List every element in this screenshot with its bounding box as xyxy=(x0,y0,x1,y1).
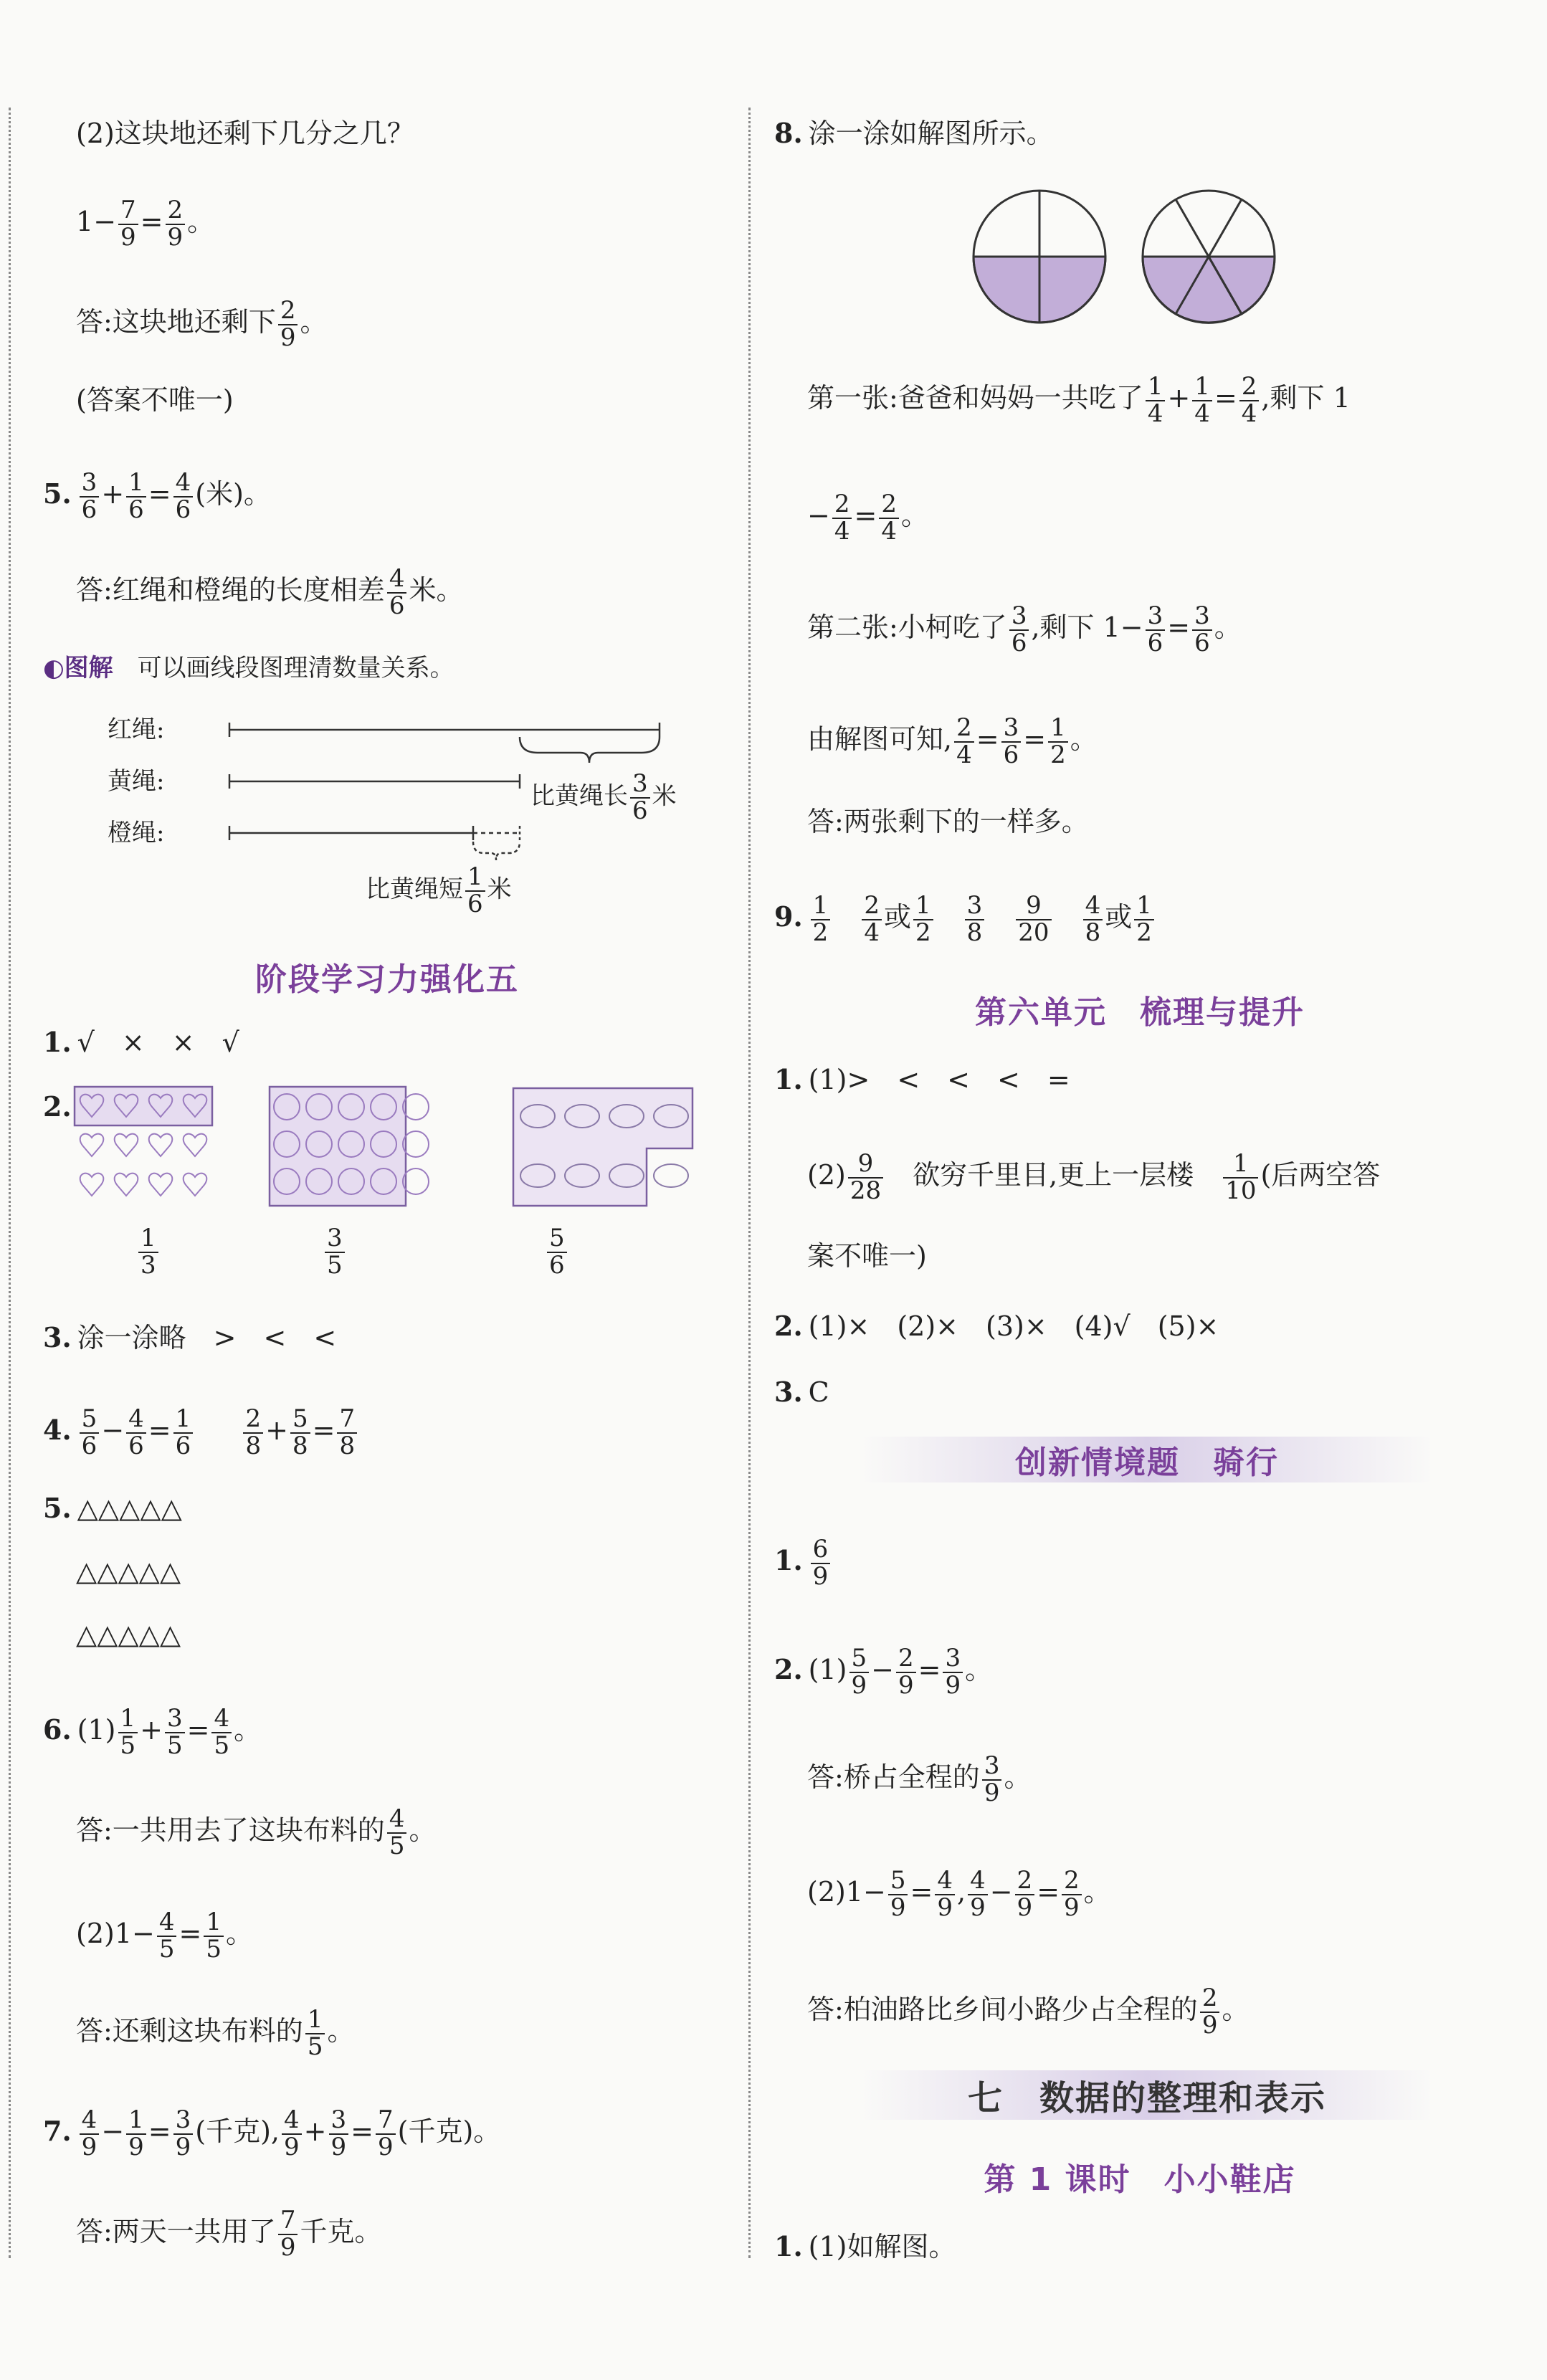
q4-note: (答案不唯一) xyxy=(76,384,234,416)
s5-row-3: △△△△△ xyxy=(76,1619,181,1650)
u2-answer: 2. (1)× (2)× (3)× (4)√ (5)× xyxy=(774,1310,1219,1342)
q8-line-3: 第二张:小柯吃了 $\frac{3}{6}$ ,剩下 1− $\frac{3}{6}$ = $\frac{3}{6}$ 。 xyxy=(807,601,1242,657)
q8-line-1: 第一张:爸爸和妈妈一共吃了 $\frac{1}{4}$ + $\frac{1}{4}$ = $\frac{2}{4}$ ,剩下 1 xyxy=(807,372,1351,428)
u3-answer: 3. C xyxy=(774,1376,829,1408)
q8-circles-figure xyxy=(968,179,1298,330)
u1-2-continuation: 案不唯一) xyxy=(807,1240,927,1272)
c2-2-answer: 答:柏油路比乡间小路少占全程的 $\frac{2}{9}$ 。 xyxy=(807,1984,1250,2039)
q4-2-equation: 1− $\frac{7}{9}$ = $\frac{2}{9}$ 。 xyxy=(76,196,215,252)
s2-fraction-peaches: $\frac{3}{5}$ xyxy=(323,1226,347,1278)
s5-row-2: △△△△△ xyxy=(76,1556,181,1587)
q4-2-prompt: (2)这块地还剩下几分之几？ xyxy=(76,118,414,149)
left-column xyxy=(43,0,731,2380)
shorter-label: 比黄绳短 $\frac{1}{6}$ 米 xyxy=(366,862,512,918)
yellow-rope-label: 黄绳: xyxy=(108,767,165,796)
s2-pictures xyxy=(72,1084,717,1213)
u1-2-answer: (2) $\frac{9}{28}$ 欲穷千里目,更上一层楼 $\frac{1}{10}$ (后两空答 xyxy=(807,1149,1381,1205)
chapter-title-data: 七 数据的整理和表示 xyxy=(860,2070,1434,2120)
red-rope-label: 红绳: xyxy=(108,715,165,744)
lesson-title-shoe-store: 第 1 课时 小小鞋店 xyxy=(984,2161,1296,2198)
s3-answer: 3. 涂一涂略 > < < xyxy=(43,1321,337,1353)
s4-equations: 4. $\frac{5}{6}$ − $\frac{4}{6}$ = $\frac{1}{6}$ $\frac{2}{8}$ + $\frac{5}{8}$ = $\frac{7}{8}$ xyxy=(43,1406,359,1459)
d1-answer: 1. (1)如解图。 xyxy=(774,2230,956,2262)
center-dotted-line xyxy=(748,108,751,2258)
q9-answers: 9. $\frac{1}{2}$ $\frac{2}{4}$ 或 $\frac{1}{2}$ $\frac{3}{8}$ $\frac{9}{20}$ $\frac{4}{8}$ 或 $\frac{1}{2}$ xyxy=(774,893,1156,946)
q5-answer: 答:红绳和橙绳的长度相差 $\frac{4}{6}$ 米。 xyxy=(76,564,464,620)
c2-1-equation: 2. (1) $\frac{5}{9}$ − $\frac{2}{9}$ = $\frac{3}{9}$ 。 xyxy=(774,1644,993,1700)
line-segment-diagram xyxy=(108,710,724,925)
s6-2-equation: (2)1− $\frac{4}{5}$ = $\frac{1}{5}$ 。 xyxy=(76,1908,253,1964)
q8-line-2: − $\frac{2}{4}$ = $\frac{2}{4}$ 。 xyxy=(807,490,928,546)
s5-row-1: 5. △△△△△ xyxy=(43,1492,182,1524)
left-margin-dotted-line xyxy=(9,108,11,2258)
s7-equation: 7. $\frac{4}{9}$ − $\frac{1}{9}$ = $\frac{3}{9}$ (千克), $\frac{4}{9}$ + $\frac{3}{9}$ = $\frac{7}{9}$ (千克)。 xyxy=(43,2105,501,2161)
q4-2-answer: 答:这块地还剩下 $\frac{2}{9}$ 。 xyxy=(76,296,328,352)
tujie-icon: ◐ xyxy=(43,654,65,682)
s2-number: 2. xyxy=(43,1090,72,1123)
right-column xyxy=(774,0,1505,2380)
q8-prompt: 8. 涂一涂如解图所示。 xyxy=(774,117,1054,149)
section-title-unit-six: 第六单元 梳理与提升 xyxy=(975,994,1305,1031)
tujie-note: ◐图解 可以画线段图理清数量关系。 xyxy=(43,654,454,682)
s6-2-answer: 答:还剩这块布料的 $\frac{1}{5}$ 。 xyxy=(76,2005,355,2061)
s2-fraction-sheep: $\frac{5}{6}$ xyxy=(545,1226,569,1278)
s7-answer: 答:两天一共用了 $\frac{7}{9}$ 千克。 xyxy=(76,2206,382,2262)
q8-answer: 答:两张剩下的一样多。 xyxy=(807,806,1089,837)
q5-equation: 5. $\frac{3}{6}$ + $\frac{1}{6}$ = $\frac{4}{6}$ (米)。 xyxy=(43,468,271,524)
s6-1-equation: 6. (1) $\frac{1}{5}$ + $\frac{3}{5}$ = $\frac{4}{5}$ 。 xyxy=(43,1704,262,1760)
s2-fraction-hearts: $\frac{1}{3}$ xyxy=(136,1226,161,1278)
longer-label: 比黄绳长 $\frac{3}{6}$ 米 xyxy=(530,769,677,825)
c2-1-answer: 答:桥占全程的 $\frac{3}{9}$ 。 xyxy=(807,1751,1032,1807)
s1-answer: 1. √ × × √ xyxy=(43,1026,239,1058)
c2-2-equation: (2)1− $\frac{5}{9}$ = $\frac{4}{9}$ , $\frac{4}{9}$ − $\frac{2}{9}$ = $\frac{2}{9}$ 。 xyxy=(807,1866,1111,1922)
q8-line-4: 由解图可知, $\frac{2}{4}$ = $\frac{3}{6}$ = $\frac{1}{2}$ 。 xyxy=(807,713,1098,769)
c1-answer: 1. $\frac{6}{9}$ xyxy=(774,1537,832,1589)
s6-1-answer: 答:一共用去了这块布料的 $\frac{4}{5}$ 。 xyxy=(76,1804,437,1860)
orange-rope-label: 橙绳: xyxy=(108,819,165,847)
section-title-innovation-cycling: 创新情境题 骑行 xyxy=(860,1437,1434,1482)
section-title-stage-five: 阶段学习力强化五 xyxy=(255,961,519,998)
u1-1-answer: 1. (1)> < < < = xyxy=(774,1063,1070,1095)
